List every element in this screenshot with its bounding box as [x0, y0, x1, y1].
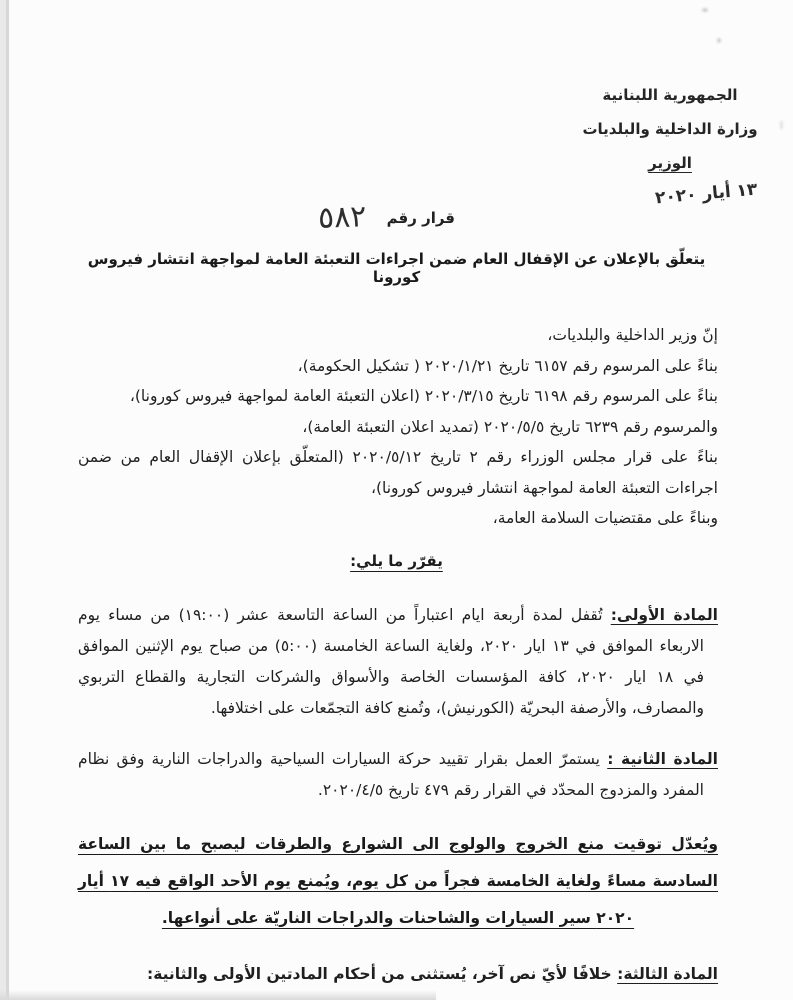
letterhead-minister: الوزير [648, 154, 692, 172]
articles [78, 600, 718, 990]
letterhead-ministry: وزارة الداخلية والبلديات [582, 120, 758, 138]
preamble-clause: بناءً على المرسوم رقم ٦١٩٨ تاريخ ٢٠٢٠/٣/١٥ (اعلان التعبئة العامة لمواجهة فيروس كورونا)، [129, 387, 718, 405]
preamble [78, 320, 718, 534]
decides-heading: يقرّر ما يلي: [350, 552, 443, 570]
letterhead [581, 78, 759, 180]
preamble-intro: إنّ وزير الداخلية والبلديات، [547, 326, 718, 344]
article-two [78, 744, 718, 806]
preamble-clause: والمرسوم رقم ٦٢٣٩ تاريخ ٢٠٢٠/٥/٥ (تمديد اعلان التعبئة العامة)، [302, 417, 718, 436]
decree-subject: يتعلّق بالإعلان عن الإقفال العام ضمن اجراءات التعبئة العامة لمواجهة انتشار فيروس كورونا [87, 250, 706, 286]
article-two-text: يستمرّ العمل بقرار تقييد حركة السيارات السياحية والدراجات النارية وفق نظام المفرد والمزدوج المحدّد في القرار رقم ٤٧٩ تاريخ ٢٠٢٠/٤/٥. [78, 750, 704, 799]
handwritten-decree-number: ٥٨٢ [317, 199, 368, 236]
scan-smudge-bottom [0, 990, 436, 1000]
handwritten-date: ١٣ أيار ٢٠٢٠ [653, 179, 758, 209]
decree-number-label: قرار رقم [386, 208, 455, 227]
scan-speck [780, 120, 783, 130]
article-three-label: المادة الثالثة: [617, 965, 718, 983]
decree-number-line [318, 200, 455, 235]
article-two-label: المادة الثانية : [607, 750, 718, 768]
article-three [78, 959, 718, 990]
article-one-text: تُقفل لمدة أربعة ايام اعتباراً من الساعة التاسعة عشر (١٩:٠٠) من مساء يوم الاربعاء الموافق في ١٣ ايار ٢٠٢٠، ولغاية الساعة الخامسة (٥:٠٠) من صباح يوم الإثنين الموافق في ١٨ ايار ٢٠٢٠، كافة المؤسسات الخاصة والأسواق والشركات التجارية والقطاع التربوي والمصارف، والأرصفة البحريّة (الكورنيش)، وتُمنع كافة التجمّعات على اختلافها. [78, 606, 705, 717]
preamble-clause: وبناءً على مقتضيات السلامة العامة، [492, 509, 718, 527]
scan-speck [717, 38, 721, 43]
preamble-clause: بناءً على المرسوم رقم ٦١٥٧ تاريخ ٢٠٢٠/١/٢١ ( تشكيل الحكومة)، [297, 356, 718, 375]
article-three-text: خلافًا لأيّ نص آخر، يُستثنى من أحكام المادتين الأولى والثانية: [147, 965, 618, 983]
article-one [78, 600, 718, 724]
preamble-clause: بناءً على قرار مجلس الوزراء رقم ٢ تاريخ ٢٠٢٠/٥/١٢ (المتعلّق بإعلان الإقفال العام من ضمن اجراءات التعبئة العامة لمواجهة انتشار فيروس كورونا)، [78, 448, 718, 497]
article-one-label: المادة الأولى: [610, 606, 718, 624]
scan-edge-line [6, 0, 9, 1000]
letterhead-republic: الجمهورية اللبنانية [602, 86, 738, 104]
scan-speck [702, 8, 708, 12]
curfew-amendment-paragraph: ويُعدّل توقيت منع الخروج والولوج الى الشوارع والطرقات ليصبح ما بين الساعة السادسة مساءً ولغاية الخامسة فجراً من كل يوم، ويُمنع يوم الأحد الواقع فيه ١٧ أيار ٢٠٢٠ سير السيارات والشاحنات والدراجات الناريّة على أنواعها. [78, 835, 718, 927]
